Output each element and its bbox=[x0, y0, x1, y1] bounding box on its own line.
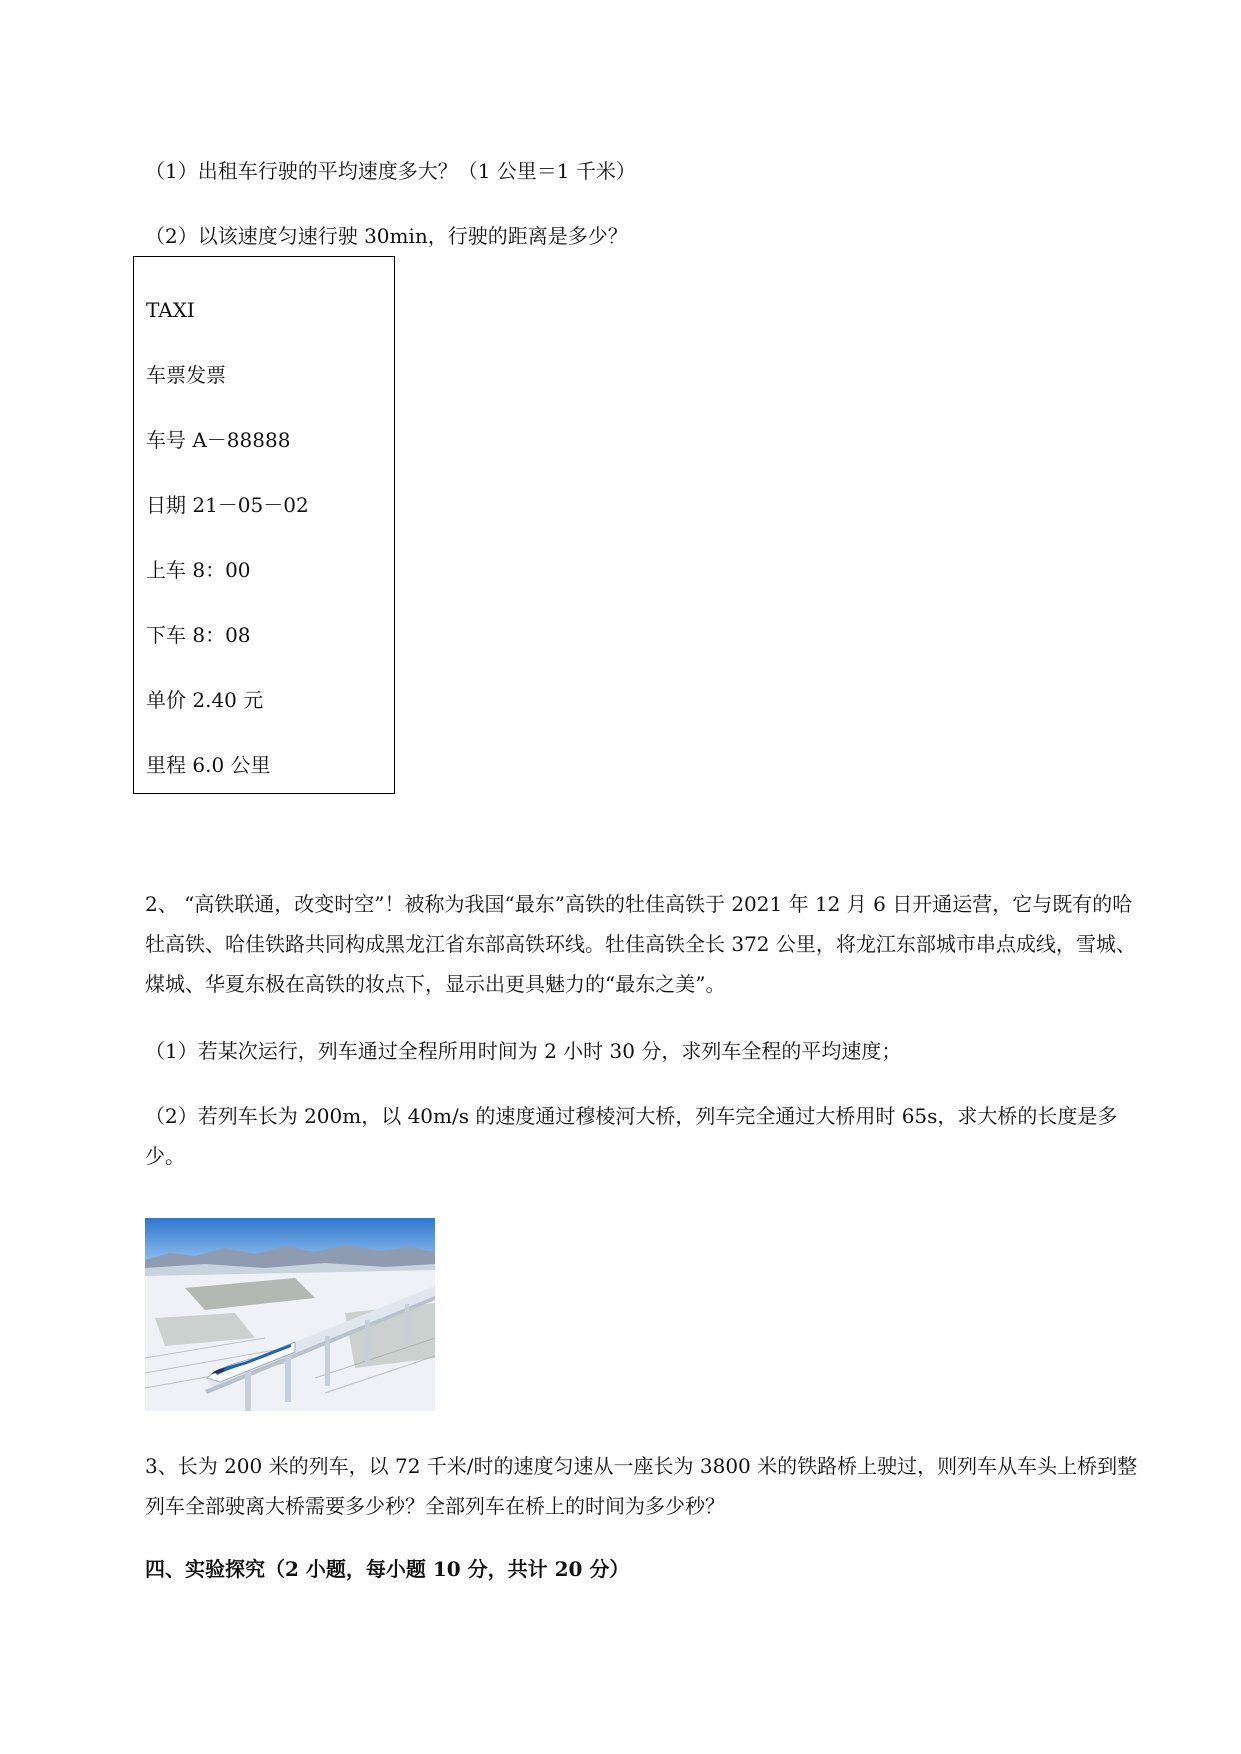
q3-body: 3、长为 200 米的列车，以 72 千米/时的速度匀速从一座长为 3800 米的铁路桥上驶过，则列车从车头上桥到整列车全部驶离大桥需要多少秒？全部列车在桥上的时间为多少秒？ bbox=[145, 1454, 1138, 1518]
section4-heading: 四、实验探究（2 小题，每小题 10 分，共计 20 分） bbox=[145, 1557, 630, 1581]
q2-sub1: （1）若某次运行，列车通过全程所用时间为 2 小时 30 分，求列车全程的平均速度； bbox=[145, 1039, 902, 1063]
receipt-board-time: 上车 8：00 bbox=[146, 558, 251, 582]
q2-sub2: （2）若列车长为 200m，以 40m/s 的速度通过穆棱河大桥，列车完全通过大桥用时 65s，求大桥的长度是多少。 bbox=[145, 1104, 1118, 1168]
taxi-receipt bbox=[133, 256, 395, 794]
receipt-title: TAXI bbox=[146, 298, 195, 322]
receipt-subtitle: 车票发票 bbox=[146, 363, 226, 387]
q1-sub1: （1）出租车行驶的平均速度多大？（1 公里＝1 千米） bbox=[145, 159, 636, 183]
receipt-car-no: 车号 A－88888 bbox=[146, 428, 291, 452]
q2-body: 2、 “高铁联通，改变时空”！被称为我国“最东”高铁的牡佳高铁于 2021 年 12 月 6 日开通运营，它与既有的哈牡高铁、哈佳铁路共同构成黑龙江省东部高铁环线。牡佳高铁全长 372 公里，将龙江东部城市串点成线，雪城、煤城、华夏东极在高铁的妆点下，显示出更具魅力的“最东之美”。 bbox=[145, 892, 1136, 996]
high-speed-train-photo bbox=[145, 1218, 435, 1411]
receipt-date: 日期 21－05－02 bbox=[146, 493, 309, 517]
receipt-distance: 里程 6.0 公里 bbox=[146, 753, 271, 777]
receipt-unit-price: 单价 2.40 元 bbox=[146, 688, 264, 712]
receipt-alight-time: 下车 8：08 bbox=[146, 623, 251, 647]
q1-sub2: （2）以该速度匀速行驶 30min，行驶的距离是多少？ bbox=[145, 224, 628, 248]
